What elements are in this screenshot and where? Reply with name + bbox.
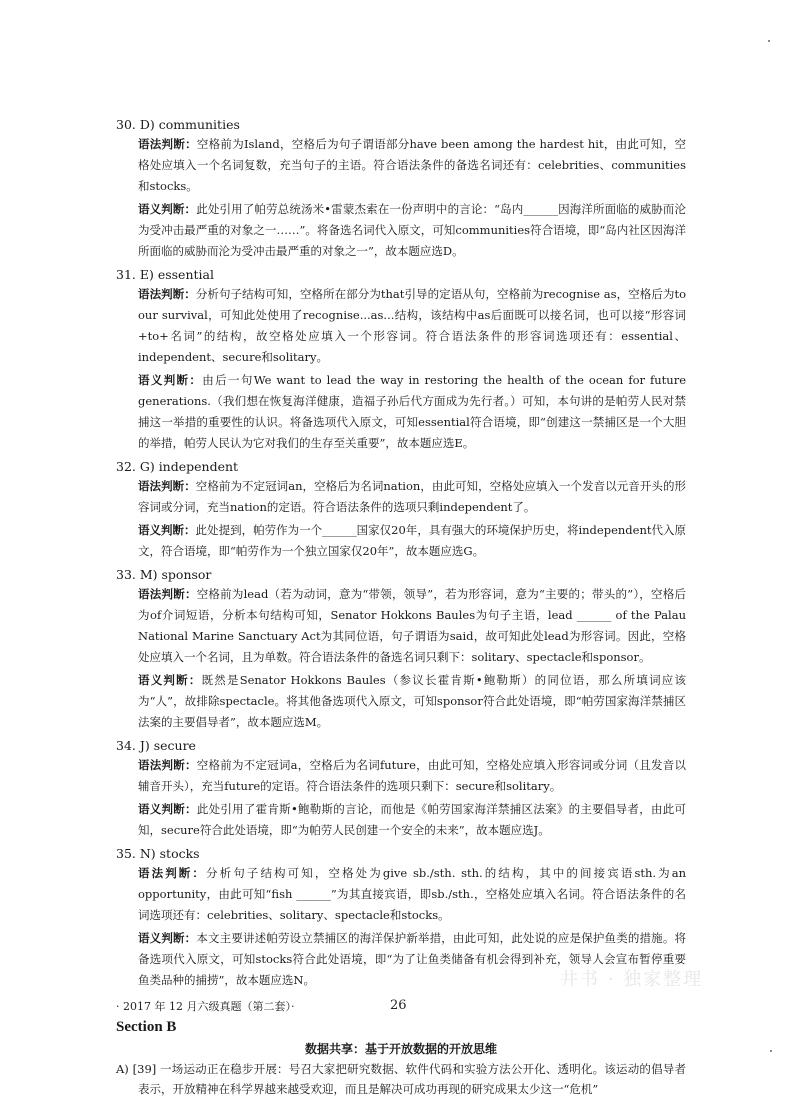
para-label: 语义判断： <box>138 673 202 687</box>
paragraph-text: [39] 一场运动正在稳步开展：号召大家把研究数据、软件代码和实验方法公开化、透明化。该运动的倡导者表示，开放精神在科学界越来越受欢迎，而且是解决可成功再现的研究成果太少这一“危机” <box>132 1062 687 1096</box>
answer-explanations <box>116 116 686 1099</box>
answer-title: 32. G) independent <box>116 459 239 474</box>
answer-title: 33. M) sponsor <box>116 567 212 582</box>
meaning-judgement <box>138 199 686 262</box>
meaning-judgement <box>138 799 686 841</box>
para-text: 此处引用了霍肯斯•鲍勒斯的言论，而他是《帕劳国家海洋禁捕区法案》的主要倡导者，由此可知，secure符合此处语境，即“为帕劳人民创建一个安全的未来”，故本题应选J。 <box>138 802 686 837</box>
para-label: 语义判断： <box>138 931 197 945</box>
passage-paragraph-a <box>116 1059 686 1099</box>
para-text: 既然是Senator Hokkons Baules（参议长霍肯斯•鲍勒斯）的同位语，那么所填词应该为“人”，故排除spectacle。将其他备选项代入原文，可知sponsor符合此处语境，即“帕劳国家海洋禁捕区法案的主要倡导者”，故本题应选M。 <box>138 673 686 729</box>
para-text: 此处提到，帕劳作为一个______国家仅20年，具有强大的环境保护历史，将independent代入原文，符合语境，即“帕劳作为一个独立国家仅20年”，故本题应选G。 <box>138 523 686 558</box>
para-label: 语义判断： <box>138 202 197 216</box>
section-b-heading: Section B <box>116 1019 177 1035</box>
para-label: 语法判断： <box>138 287 196 301</box>
grammar-judgement <box>138 863 686 926</box>
answer-title: 31. E) essential <box>116 267 214 282</box>
para-label: 语法判断： <box>138 866 207 880</box>
corner-mark <box>770 1050 772 1052</box>
para-label: 语义判断： <box>138 523 196 537</box>
answer-item-31 <box>116 266 686 454</box>
grammar-judgement <box>138 755 686 797</box>
para-text: 空格前为不定冠词an，空格后为名词nation，由此可知，空格处应填入一个发音以元音开头的形容词或分词，充当nation的定语。符合语法条件的选项只剩independent了。 <box>138 479 687 514</box>
grammar-judgement <box>138 584 686 668</box>
paragraph-marker: A) <box>116 1062 129 1076</box>
answer-item-30 <box>116 116 686 262</box>
footer-source: · 2017 年 12 月六级真题（第二套）· <box>116 1000 295 1013</box>
answer-item-34 <box>116 737 686 841</box>
passage-title: 数据共享：基于开放数据的开放思维 <box>304 1042 497 1056</box>
corner-mark <box>768 40 770 42</box>
para-text: 本文主要讲述帕劳设立禁捕区的海洋保护新举措，由此可知，此处说的应是保护鱼类的措施。将备选项代入原文，可知stocks符合此处语境，即“为了让鱼类储备有机会得到补充，领导人会宣布暂停重要鱼类品种的捕捞”，故本题应选N。 <box>138 931 687 987</box>
meaning-judgement <box>138 370 686 454</box>
answer-title: 34. J) secure <box>116 738 196 753</box>
para-label: 语义判断： <box>138 373 203 387</box>
para-text: 分析句子结构可知，空格处为give sb./sth. sth.的结构，其中的间接宾语sth.为an opportunity，由此可知“fish ______”为其直接宾语，即sb./sth.，空格处应填入名词。符合语法条件的名词选项还有：celebrities、solitary、spectacle和stocks。 <box>138 866 687 922</box>
grammar-judgement <box>138 284 686 368</box>
para-label: 语法判断： <box>138 137 197 151</box>
para-text: 由后一句We want to lead the way in restoring the health of the ocean for future generations.（我们想在恢复海洋健康，造福子孙后代方面成为先行者。）可知，本句讲的是帕劳人民对禁捕这一举措的重要性的认识。将备选项代入原文，可知essential符合语境，即“创建这一禁捕区是一个大胆的举措，帕劳人民认为它对我们的生存至关重要”，故本题应选E。 <box>138 373 687 450</box>
para-label: 语义判断： <box>138 802 197 816</box>
meaning-judgement <box>138 670 686 733</box>
para-label: 语法判断： <box>138 587 197 601</box>
answer-item-33 <box>116 566 686 733</box>
para-text: 空格前为lead（若为动词，意为“带领，领导”，若为形容词，意为“主要的；带头的”），空格后为of介词短语，分析本句结构可知，Senator Hokkons Baules为句子主语，lead ______ of the Palau National Marine Sanctuary Act为其同位语，句子谓语为said，故可知此处lead为形容词。因此，空格处应填入一个名词，且为单数。符合语法条件的备选名词只剩下：solitary、spectacle和sponsor。 <box>138 587 687 664</box>
grammar-judgement <box>138 476 686 518</box>
answer-title: 30. D) communities <box>116 117 240 132</box>
answer-item-32 <box>116 458 686 562</box>
grammar-judgement <box>138 134 686 197</box>
para-text: 此处引用了帕劳总统汤米•雷蒙杰索在一份声明中的言论：“岛内______因海洋所面临的威胁而沦为受冲击最严重的对象之一……”。将备选名词代入原文，可知communities符合语境，即“岛内社区因海洋所面临的威胁而沦为受冲击最严重的对象之一”，故本题应选D。 <box>138 202 686 258</box>
answer-title: 35. N) stocks <box>116 846 200 861</box>
page-number: 26 <box>390 998 407 1013</box>
para-label: 语法判断： <box>138 758 197 772</box>
para-label: 语法判断： <box>138 479 196 493</box>
watermark: 井书 · 独家整理 <box>560 969 704 990</box>
meaning-judgement <box>138 520 686 562</box>
para-text: 分析句子结构可知，空格所在部分为that引导的定语从句，空格前为recognise as，空格后为to our survival，可知此处使用了recognise...as...结构，该结构中as后面既可以接名词，也可以接“形容词+to+名词”的结构，故空格处应填入一个形容词。符合语法条件的形容词选项还有：essential、independent、secure和solitary。 <box>138 287 687 364</box>
para-text: 空格前为不定冠词a，空格后为名词future，由此可知，空格处应填入形容词或分词（且发音以辅音开头），充当future的定语。符合语法条件的选项只剩下：secure和solitary。 <box>138 758 686 793</box>
para-text: 空格前为Island，空格后为句子谓语部分have been among the hardest hit，由此可知，空格处应填入一个名词复数，充当句子的主语。符合语法条件的备选名词还有：celebrities、communities和stocks。 <box>138 137 686 193</box>
